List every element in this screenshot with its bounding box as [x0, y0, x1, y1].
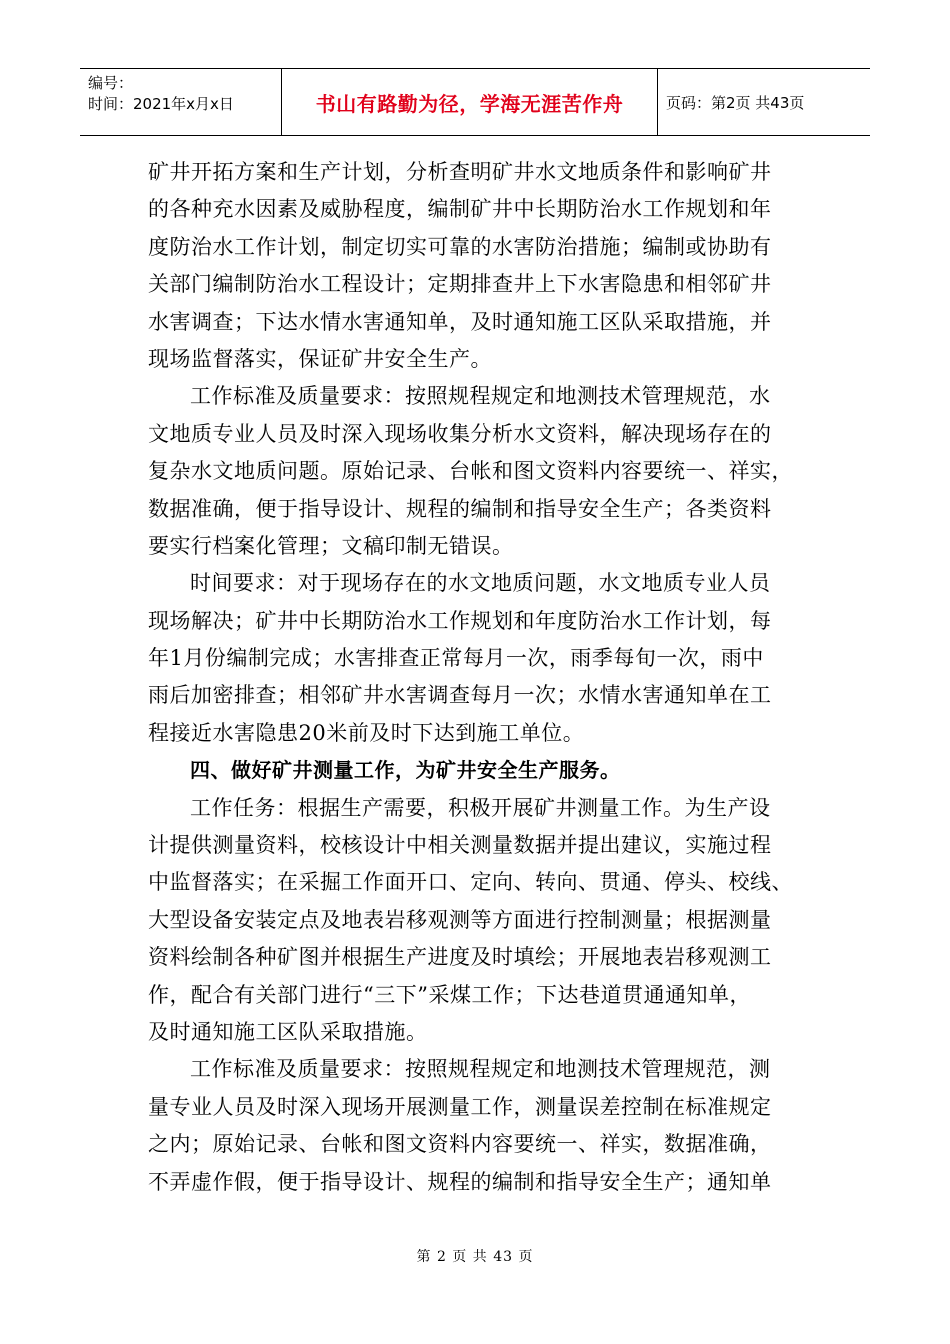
paragraph-line: 中监督落实；在采掘工作面开口、定向、转向、贯通、停头、校线、 — [148, 870, 793, 895]
page-footer: 第 2 页 共 43 页 — [416, 1249, 534, 1265]
paragraph-line: 程接近水害隐患20米前及时下达到施工单位。 — [148, 720, 585, 745]
paragraph-line: 工作标准及质量要求：按照规程规定和地测技术管理规范，水 — [190, 384, 771, 409]
paragraph-line: 大型设备安装定点及地表岩移观测等方面进行控制测量；根据测量 — [148, 907, 772, 932]
paragraph-line: 作，配合有关部门进行“三下”采煤工作；下达巷道贯通通知单， — [148, 982, 751, 1007]
document-code-label: 编号： — [88, 74, 134, 92]
section-heading: 四、做好矿井测量工作，为矿井安全生产服务。 — [190, 758, 621, 783]
paragraph-line: 要实行档案化管理；文稿印制无错误。 — [148, 533, 514, 558]
page-header — [80, 68, 870, 136]
paragraph-line: 工作任务：根据生产需要，积极开展矿井测量工作。为生产设 — [190, 795, 771, 820]
paragraph-line: 水害调查；下达水情水害通知单，及时通知施工区队采取措施，并 — [148, 309, 772, 334]
paragraph-line: 不弄虚作假，便于指导设计、规程的编制和指导安全生产；通知单 — [148, 1169, 772, 1194]
document-time-label: 时间：2021年x月x日 — [88, 95, 234, 113]
header-motto: 书山有路勤为径，学海无涯苦作舟 — [282, 69, 658, 135]
header-meta-cell — [80, 69, 282, 135]
paragraph-line: 关部门编制防治水工程设计；定期排查井上下水害隐患和相邻矿井 — [148, 272, 772, 297]
paragraph-line: 年1月份编制完成；水害排查正常每月一次，雨季每旬一次，雨中 — [148, 646, 764, 671]
paragraph-line: 时间要求：对于现场存在的水文地质问题，水文地质专业人员 — [190, 571, 771, 596]
paragraph-line: 计提供测量资料，校核设计中相关测量数据并提出建议，实施过程 — [148, 833, 772, 858]
paragraph-line: 工作标准及质量要求：按照规程规定和地测技术管理规范，测 — [190, 1057, 771, 1082]
paragraph-line: 文地质专业人员及时深入现场收集分析水文资料，解决现场存在的 — [148, 421, 772, 446]
paragraph-line: 的各种充水因素及威胁程度，编制矿井中长期防治水工作规划和年 — [148, 197, 772, 222]
paragraph-line: 数据准确，便于指导设计、规程的编制和指导安全生产；各类资料 — [148, 496, 772, 521]
paragraph-line: 度防治水工作计划，制定切实可靠的水害防治措施；编制或协助有 — [148, 234, 772, 259]
document-body — [148, 154, 828, 1201]
paragraph-line: 雨后加密排查；相邻矿井水害调查每月一次；水情水害通知单在工 — [148, 683, 772, 708]
header-page-info: 页码：第2页 共43页 — [666, 93, 805, 112]
paragraph-line: 现场监督落实，保证矿井安全生产。 — [148, 346, 492, 371]
paragraph-line: 复杂水文地质问题。原始记录、台帐和图文资料内容要统一、祥实， — [148, 459, 793, 484]
paragraph-line: 及时通知施工区队采取措施。 — [148, 1019, 428, 1044]
paragraph-line: 资料绘制各种矿图并根据生产进度及时填绘；开展地表岩移观测工 — [148, 945, 772, 970]
paragraph-line: 矿井开拓方案和生产计划，分析查明矿井水文地质条件和影响矿井 — [148, 160, 772, 184]
paragraph-line: 量专业人员及时深入现场开展测量工作，测量误差控制在标准规定 — [148, 1094, 772, 1119]
paragraph-line: 现场解决；矿井中长期防治水工作规划和年度防治水工作计划，每 — [148, 608, 772, 633]
paragraph-line: 之内；原始记录、台帐和图文资料内容要统一、祥实，数据准确， — [148, 1132, 772, 1157]
